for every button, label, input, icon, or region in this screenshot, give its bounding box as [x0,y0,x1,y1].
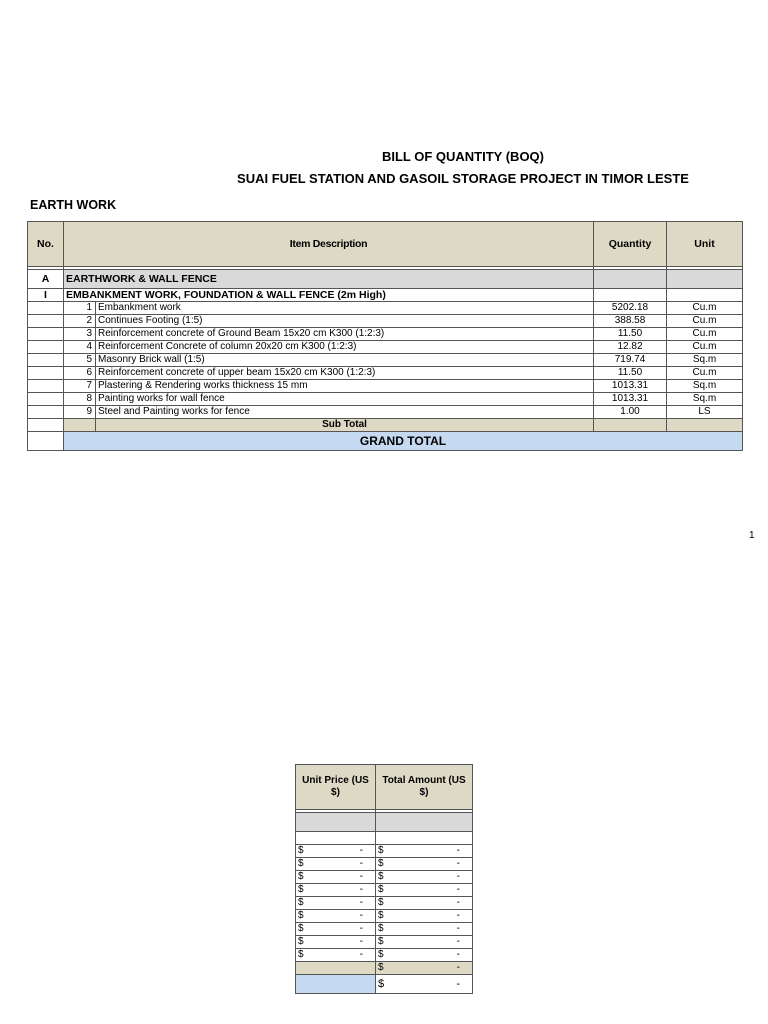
row-no-cell [28,406,64,419]
row-unit: Sq.m [667,380,743,393]
row-item-number: 7 [64,380,96,393]
row-item-number: 9 [64,406,96,419]
header-unit-price: Unit Price (US $) [296,765,376,810]
price-cell: $ - [296,897,376,910]
document-subtitle: SUAI FUEL STATION AND GASOIL STORAGE PROJECT IN TIMOR LESTE [237,171,689,186]
price-cell: $ - [296,884,376,897]
price-cell: $ - [296,949,376,962]
subtotal-row [28,419,743,432]
price-cell: $ - [296,858,376,871]
row-item-number: 5 [64,354,96,367]
row-unit: Cu.m [667,328,743,341]
price-cell: $ - [296,845,376,858]
section-i-desc: EMBANKMENT WORK, FOUNDATION & WALL FENCE (2m High) [64,289,594,302]
row-item-description: Plastering & Rendering works thickness 15 mm [96,380,594,393]
price-cell: $ - [376,936,473,949]
row-quantity: 5202.18 [594,302,667,315]
grand-total-label: GRAND TOTAL [64,432,743,451]
header-no: No. [28,222,64,267]
row-quantity: 719.74 [594,354,667,367]
document-title: BILL OF QUANTITY (BOQ) [381,149,544,164]
price-row [296,871,473,884]
table-row [28,380,743,393]
row-quantity: 11.50 [594,328,667,341]
row-quantity: 1013.31 [594,393,667,406]
price-cell: $ - [296,923,376,936]
price-cell: $ - [376,871,473,884]
price-cell: $ - [376,884,473,897]
price-cell: $ - [376,845,473,858]
section-title: EARTH WORK [30,198,117,212]
price-row [296,845,473,858]
row-no-cell [28,380,64,393]
row-no-cell [28,315,64,328]
row-quantity: 1.00 [594,406,667,419]
price-cell: $ - [296,871,376,884]
table-row [28,315,743,328]
row-unit: LS [667,406,743,419]
row-item-description: Painting works for wall fence [96,393,594,406]
grand-total-row [28,432,743,451]
header-quantity: Quantity [594,222,667,267]
section-a-no: A [28,270,64,289]
price-cell: $ - [376,910,473,923]
table-header-row [28,222,743,267]
price-cell: $ - [296,936,376,949]
table-row [28,367,743,380]
row-quantity: 388.58 [594,315,667,328]
row-quantity: 1013.31 [594,380,667,393]
row-item-description: Reinforcement Concrete of column 20x20 cm K300 (1:2:3) [96,341,594,354]
row-unit: Sq.m [667,354,743,367]
row-no-cell [28,302,64,315]
table-row [28,302,743,315]
subtotal-label: Sub Total [96,419,594,432]
row-item-description: Continues Footing (1:5) [96,315,594,328]
row-no-cell [28,341,64,354]
row-no-cell [28,354,64,367]
page-number: 1 [749,530,755,541]
row-unit: Sq.m [667,393,743,406]
price-grand-total-row: $ - [296,975,473,994]
price-subtotal-row: $ - [296,962,473,975]
row-item-description: Reinforcement concrete of upper beam 15x20 cm K300 (1:2:3) [96,367,594,380]
price-row [296,936,473,949]
row-no-cell [28,367,64,380]
price-row [296,897,473,910]
row-item-description: Masonry Brick wall (1:5) [96,354,594,367]
price-cell: $ - [376,897,473,910]
row-unit: Cu.m [667,367,743,380]
section-i-row [28,289,743,302]
row-quantity: 12.82 [594,341,667,354]
price-row [296,910,473,923]
price-cell: $ - [376,949,473,962]
price-row [296,884,473,897]
row-item-number: 1 [64,302,96,315]
table-row [28,406,743,419]
header-total-amount: Total Amount (US $) [376,765,473,810]
row-item-number: 6 [64,367,96,380]
row-no-cell [28,328,64,341]
price-cell: $ - [376,923,473,936]
price-table [295,764,473,994]
row-item-description: Embankment work [96,302,594,315]
section-a-row [28,270,743,289]
table-row [28,354,743,367]
table-row [28,341,743,354]
price-row [296,949,473,962]
row-unit: Cu.m [667,302,743,315]
price-row [296,923,473,936]
row-item-description: Reinforcement concrete of Ground Beam 15x20 cm K300 (1:2:3) [96,328,594,341]
price-cell: $ - [296,910,376,923]
header-item-description: Item Description [64,222,594,267]
section-a-desc: EARTHWORK & WALL FENCE [64,270,594,289]
row-quantity: 11.50 [594,367,667,380]
price-cell: $ - [376,858,473,871]
row-item-number: 4 [64,341,96,354]
row-unit: Cu.m [667,315,743,328]
table-row [28,393,743,406]
header-unit: Unit [667,222,743,267]
row-item-number: 2 [64,315,96,328]
row-item-number: 8 [64,393,96,406]
row-item-number: 3 [64,328,96,341]
row-item-description: Steel and Painting works for fence [96,406,594,419]
price-row [296,858,473,871]
boq-table [27,221,743,451]
section-i-no: I [28,289,64,302]
table-row [28,328,743,341]
row-unit: Cu.m [667,341,743,354]
price-header-row [296,765,473,810]
row-no-cell [28,393,64,406]
